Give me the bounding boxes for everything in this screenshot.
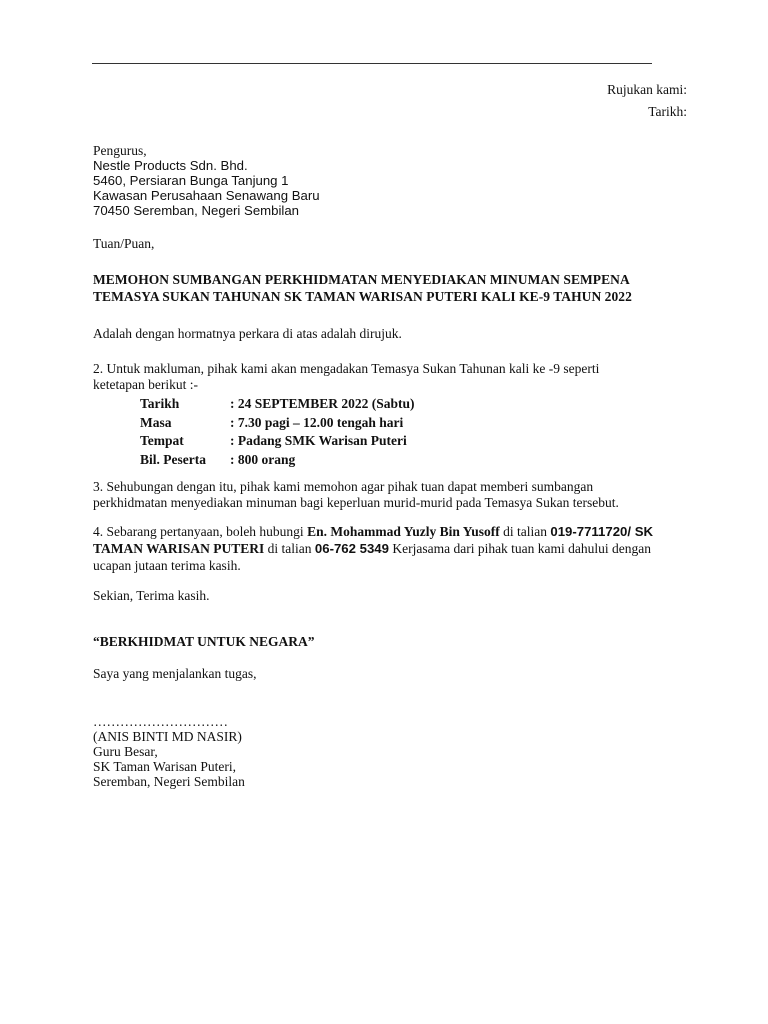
recipient-line: 5460, Persiaran Bunga Tanjung 1 xyxy=(93,173,289,188)
school-phone: 06-762 5349 xyxy=(314,541,389,556)
contact-phone: 019-7711720/ SK xyxy=(550,524,654,539)
detail-value: : 800 orang xyxy=(230,451,296,467)
detail-value: : 7.30 pagi – 12.00 tengah hari xyxy=(230,414,404,430)
detail-label: Bil. Peserta xyxy=(140,451,206,467)
paragraph-text: di talian xyxy=(264,541,315,556)
paragraph-line: ucapan jutaan terima kasih. xyxy=(93,558,241,573)
recipient-line: 70450 Seremban, Negeri Sembilan xyxy=(93,203,299,218)
signatory-location: Seremban, Negeri Sembilan xyxy=(93,774,245,789)
signatory-name: (ANIS BINTI MD NASIR) xyxy=(93,729,242,744)
paragraph-2 xyxy=(93,361,693,393)
subject-line: MEMOHON SUMBANGAN PERKHIDMATAN MENYEDIAKAN MINUMAN SEMPENA xyxy=(93,272,630,287)
detail-label: Masa xyxy=(140,414,172,430)
detail-row xyxy=(140,432,415,451)
salutation: Tuan/Puan, xyxy=(93,236,155,251)
paragraph-text: 4. Sebarang pertanyaan, boleh hubungi xyxy=(93,524,308,539)
signature-dots: ………………………… xyxy=(93,714,228,729)
paragraph-line xyxy=(93,523,693,540)
paragraph-line xyxy=(93,540,693,557)
paragraph-line: ketetapan berikut :- xyxy=(93,377,198,392)
detail-value: : Padang SMK Warisan Puteri xyxy=(230,433,407,448)
detail-row xyxy=(140,451,415,470)
header-rule xyxy=(92,63,652,64)
duty-line: Saya yang menjalankan tugas, xyxy=(93,666,257,681)
signatory-title: Guru Besar, xyxy=(93,744,158,759)
recipient-line: Kawasan Perusahaan Senawang Baru xyxy=(93,188,320,203)
paragraph-line: perkhidmatan menyediakan minuman bagi keperluan murid-murid pada Temasya Sukan tersebut. xyxy=(93,495,619,510)
paragraph-text: di talian xyxy=(499,524,551,539)
signature-block xyxy=(93,714,693,789)
detail-row xyxy=(140,414,415,433)
school-name: TAMAN WARISAN PUTERI xyxy=(93,541,265,556)
detail-label: Tempat xyxy=(140,433,184,448)
subject-line: TEMASYA SUKAN TAHUNAN SK TAMAN WARISAN PUTERI KALI KE-9 TAHUN 2022 xyxy=(93,289,632,304)
subject-heading xyxy=(93,271,693,305)
paragraph-line: 2. Untuk makluman, pihak kami akan mengadakan Temasya Sukan Tahunan kali ke -9 seperti xyxy=(93,361,600,376)
event-details xyxy=(140,395,415,469)
detail-label: Tarikh xyxy=(140,396,180,411)
motto: “BERKHIDMAT UNTUK NEGARA” xyxy=(93,634,315,649)
date-label: Tarikh: xyxy=(648,104,687,119)
reference-label: Rujukan kami: xyxy=(607,82,687,97)
closing-line: Sekian, Terima kasih. xyxy=(93,588,210,603)
recipient-address xyxy=(93,143,693,218)
intro-paragraph: Adalah dengan hormatnya perkara di atas adalah dirujuk. xyxy=(93,326,402,341)
paragraph-4 xyxy=(93,523,693,574)
paragraph-3 xyxy=(93,479,693,511)
recipient-line: Pengurus, xyxy=(93,143,147,158)
paragraph-text: Kerjasama dari pihak tuan kami dahului dengan xyxy=(388,541,652,556)
detail-value: : 24 SEPTEMBER 2022 (Sabtu) xyxy=(230,396,415,411)
paragraph-line: 3. Sehubungan dengan itu, pihak kami memohon agar pihak tuan dapat memberi sumbangan xyxy=(93,479,594,494)
contact-name: En. Mohammad Yuzly Bin Yusoff xyxy=(307,524,500,539)
signatory-school: SK Taman Warisan Puteri, xyxy=(93,759,236,774)
recipient-line: Nestle Products Sdn. Bhd. xyxy=(93,158,248,173)
detail-row xyxy=(140,395,415,414)
